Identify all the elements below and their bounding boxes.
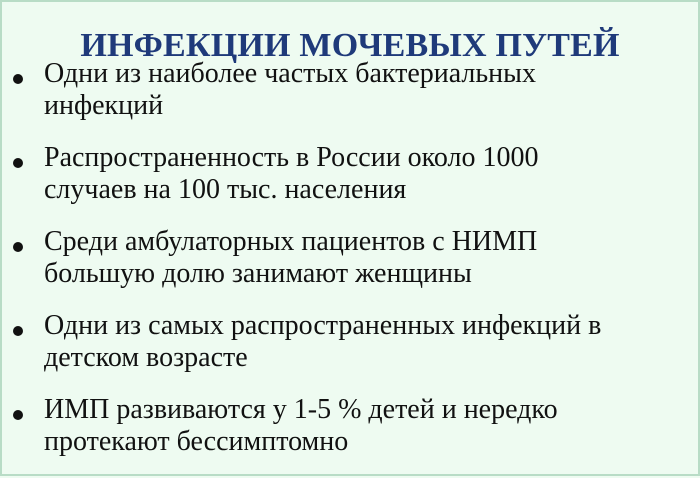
bullet-list [0, 58, 700, 478]
bullet-item-5 [0, 394, 700, 478]
bullet-text [44, 226, 694, 290]
bullet-text [44, 142, 694, 206]
bullet-dot-icon [13, 158, 23, 168]
bullet-text [44, 310, 694, 374]
bullet-dot-icon [13, 74, 23, 84]
bullet-line: ИМП развиваются у 1-5 % детей и нередко [44, 394, 558, 425]
bullet-dot-icon [13, 410, 23, 420]
bullet-line: детском возрасте [44, 342, 248, 373]
bullet-line: инфекций [44, 90, 164, 121]
bullet-item-2 [0, 142, 700, 226]
bullet-item-3 [0, 226, 700, 310]
bullet-dot-icon [13, 242, 23, 252]
bullet-line: Одни из самых распространенных инфекций в [44, 310, 602, 341]
bullet-line: Среди амбулаторных пациентов с НИМП [44, 226, 538, 257]
bullet-text [44, 394, 694, 458]
bullet-line: Одни из наиболее частых бактериальных [44, 58, 536, 89]
bullet-line: большую долю занимают женщины [44, 258, 472, 289]
bullet-text [44, 58, 694, 122]
bullet-item-4 [0, 310, 700, 394]
slide-title: ИНФЕКЦИИ МОЧЕВЫХ ПУТЕЙ [80, 26, 620, 64]
bullet-line: случаев на 100 тыс. населения [44, 174, 407, 205]
bullet-line: Распространенность в России около 1000 [44, 142, 539, 173]
bullet-line: протекают бессимптомно [44, 426, 349, 457]
bullet-dot-icon [13, 326, 23, 336]
bullet-item-1 [0, 58, 700, 142]
